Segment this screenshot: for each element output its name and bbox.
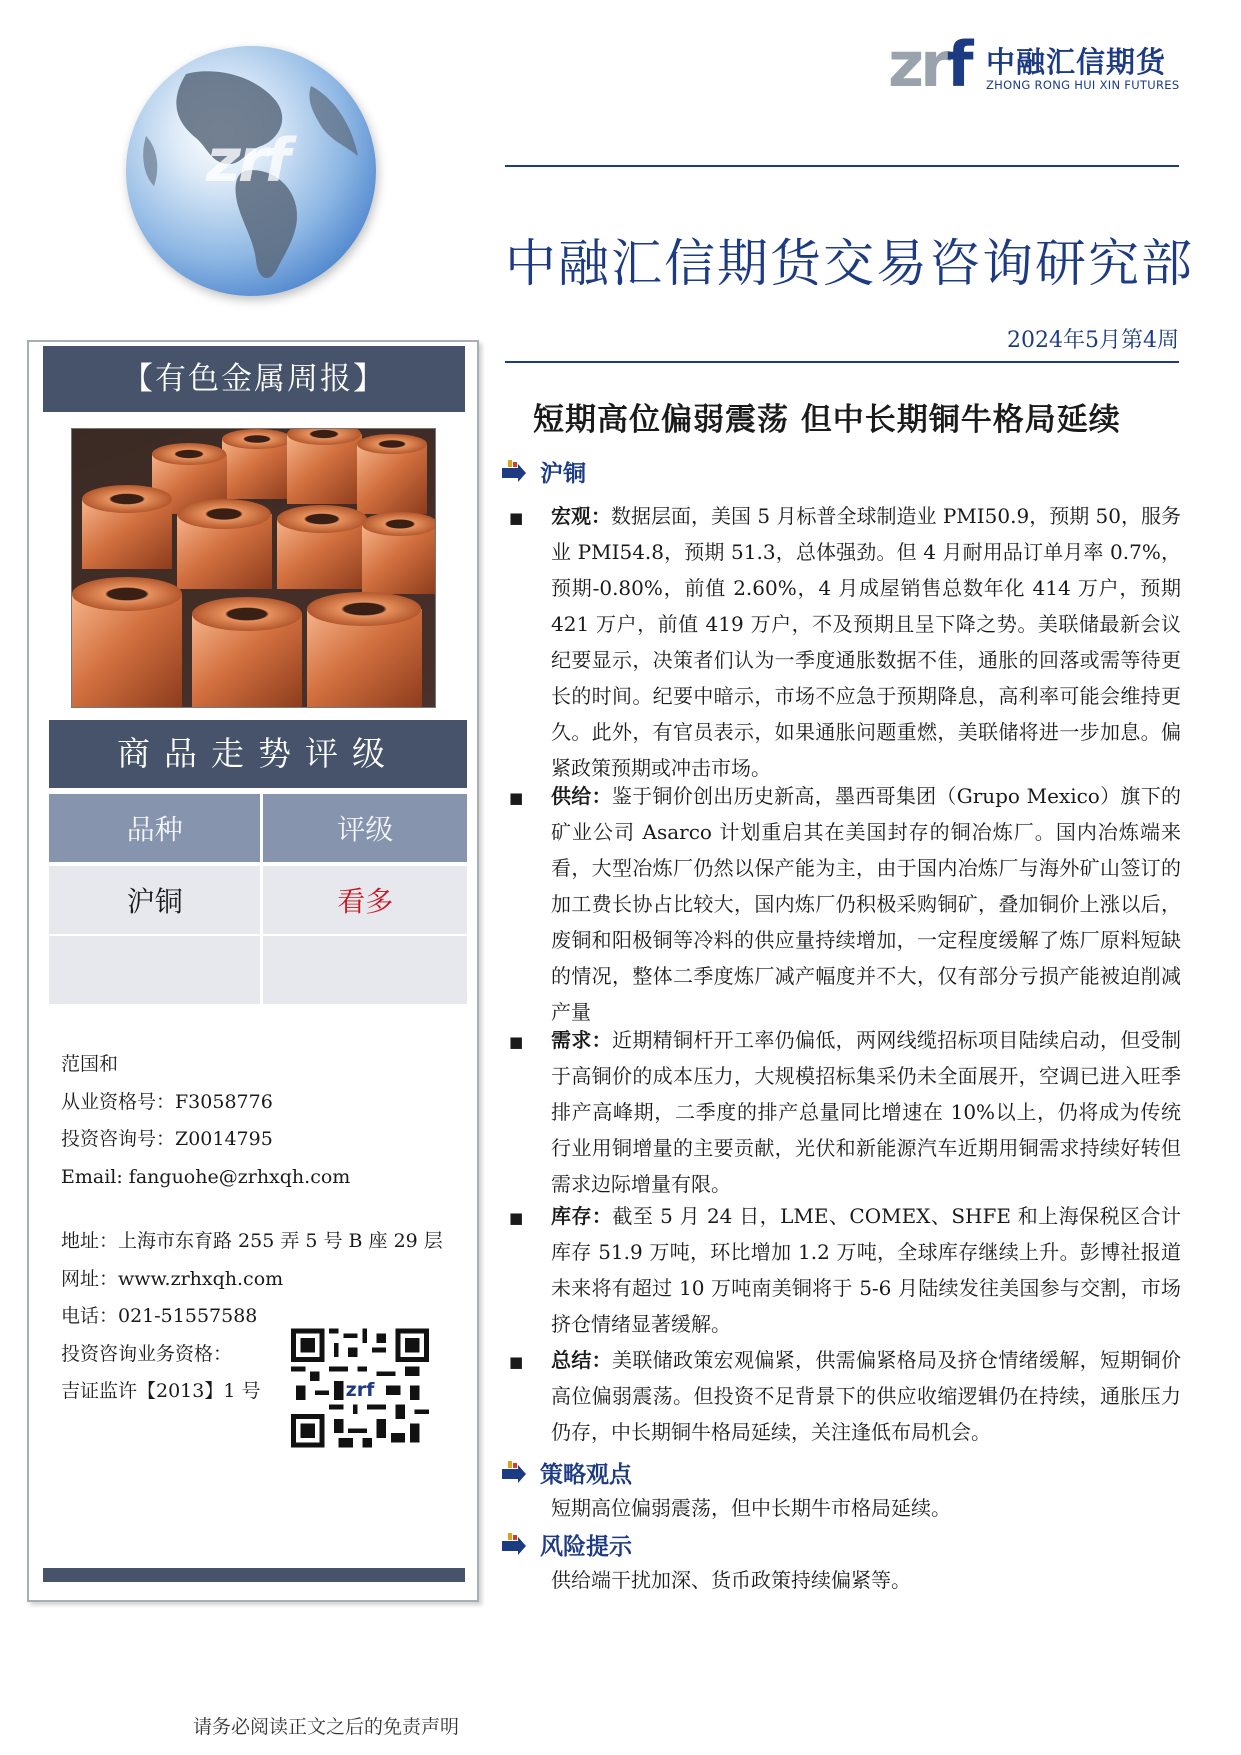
point-inventory [551, 1198, 1181, 1342]
point-inventory-label: 库存： [551, 1204, 613, 1228]
rating-commodity: 沪铜 [49, 864, 263, 934]
rating-header-rating: 评级 [263, 794, 467, 864]
point-demand-text: 近期精铜杆开工率仍偏低，两网线缆招标项目陆续启动，但受制于高铜价的成本压力，大规模招标集采仍未全面展开，空调已进入旺季排产高峰期，二季度的排产总量同比增速在 10%以上，仍将成为传统行业用铜增量的主要贡献，光伏和新能源汽车近期用铜需求持续好转但需求边际增量有限。 [551, 1028, 1181, 1196]
rating-title-banner: 商品走势评级 [49, 720, 467, 788]
globe-image [126, 46, 376, 296]
disclaimer-note: 请务必阅读正文之后的免责声明 [193, 1716, 460, 1738]
square-bullet-icon: ■ [509, 509, 524, 527]
down-right-arrow-icon [500, 460, 526, 486]
advisory-number: 投资咨询号：Z0014795 [61, 1128, 273, 1150]
rating-value: 看多 [263, 864, 467, 934]
sidebar-bottom-bar [43, 1568, 465, 1582]
point-macro [551, 498, 1181, 786]
table-row [49, 864, 467, 934]
point-summary-label: 总结： [551, 1348, 612, 1372]
report-date: 2024年5月第4周 [1007, 328, 1179, 353]
square-bullet-icon: ■ [509, 1209, 524, 1227]
license-number: 吉证监许【2013】1 号 [61, 1380, 261, 1402]
section-heading-strategy [500, 1456, 632, 1489]
logo-name-en: ZHONG RONG HUI XIN FUTURES [986, 78, 1180, 92]
date-divider [505, 361, 1179, 363]
rating-table-header-row [49, 794, 467, 864]
license-label: 投资咨询业务资格： [61, 1342, 233, 1365]
rating-value-empty [263, 934, 467, 1004]
point-macro-text: 数据层面，美国 5 月标普全球制造业 PMI50.9，预期 50，服务业 PMI54.8，预期 51.3，总体强劲。但 4 月耐用品订单月率 0.7%，预期-0.80%，前值 2.60%，4 月成屋销售总数年化 414 万户，预期 421 万户，前值 419 万户，不及预期且呈下降之势。美联储最新会议纪要显示，决策者们认为一季度通胀数据不佳，通胀的回落或需等待更长的时间。纪要中暗示，市场不应急于预期降息，高利率可能会维持更久。此外，有官员表示，如果通胀问题重燃，美联储将进一步加息。偏紧政策预期或冲击市场。 [551, 504, 1182, 780]
company-phone: 电话：021-51557588 [61, 1305, 258, 1327]
section-title-copper: 沪铜 [540, 460, 586, 487]
point-summary [551, 1342, 1181, 1450]
rating-commodity-empty [49, 934, 263, 1004]
analyst-name: 范国和 [61, 1053, 119, 1075]
down-right-arrow-icon [500, 1533, 526, 1559]
square-bullet-icon: ■ [509, 789, 524, 807]
sidebar-panel [27, 340, 479, 1602]
company-address: 地址：上海市东育路 255 弄 5 号 B 座 29 层 [61, 1230, 443, 1252]
square-bullet-icon: ■ [509, 1353, 524, 1371]
square-bullet-icon: ■ [509, 1033, 524, 1051]
section-title-risk: 风险提示 [540, 1533, 632, 1560]
rating-header-commodity: 品种 [49, 794, 263, 864]
strategy-text: 短期高位偏弱震荡，但中长期牛市格局延续。 [551, 1496, 951, 1520]
analyst-email: Email: fanguohe@zrhxqh.com [61, 1165, 351, 1188]
logo-name-cn: 中融汇信期货 [986, 45, 1167, 79]
header-divider [505, 165, 1179, 167]
copper-coils-illustration [72, 429, 436, 708]
table-row [49, 934, 467, 1004]
rating-table [49, 794, 467, 1004]
point-demand-label: 需求： [551, 1028, 612, 1052]
department-title: 中融汇信期货交易咨询研究部 [505, 235, 1195, 294]
company-logo [888, 30, 1188, 100]
logo-mark-left: zr [888, 28, 947, 101]
coil-row-front [72, 577, 422, 708]
logo-mark [888, 30, 970, 100]
section-title-strategy: 策略观点 [540, 1461, 632, 1488]
section-heading-risk [500, 1528, 632, 1561]
point-supply-text: 鉴于铜价创出历史新高，墨西哥集团（Grupo Mexico）旗下的矿业公司 Asarco 计划重启其在美国封存的铜冶炼厂。国内冶炼端来看，大型冶炼厂仍然以保产能为主，由于国内冶炼厂与海外矿山签订的加工费长协占比较大，国内炼厂仍积极采购铜矿，叠加铜价上涨以后，废铜和阳极铜等冷料的供应量持续增加，一定程度缓解了炼厂原料短缺的情况，整体二季度炼厂减产幅度并不大，仅有部分亏损产能被迫削减产量 [551, 784, 1181, 1024]
coil-row-back [152, 429, 427, 514]
point-inventory-text: 截至 5 月 24 日，LME、COMEX、SHFE 和上海保税区合计库存 51.9 万吨，环比增加 1.2 万吨，全球库存继续上升。彭博社报道未来将有超过 10 万吨南美铜将于 5-6 月陆续发往美国参与交割，市场挤仓情绪显著缓解。 [551, 1204, 1181, 1336]
point-supply-label: 供给： [551, 784, 612, 808]
company-website: 网址：www.zrhxqh.com [61, 1267, 284, 1290]
qr-code-icon [291, 1328, 429, 1448]
report-headline: 短期高位偏弱震荡 但中长期铜牛格局延续 [533, 402, 1121, 438]
globe-logo-text: zrf [206, 126, 288, 196]
logo-mark-right: f [946, 28, 970, 101]
point-macro-label: 宏观： [551, 504, 612, 528]
down-right-arrow-icon [500, 1461, 526, 1487]
point-demand [551, 1022, 1181, 1202]
section-heading-copper [500, 455, 586, 488]
risk-text: 供给端干扰加深、货币政策持续偏紧等。 [551, 1568, 911, 1592]
qr-center-logo: zrf [345, 1379, 375, 1402]
point-supply [551, 778, 1181, 1030]
point-summary-text: 美联储政策宏观偏紧，供需偏紧格局及挤仓情绪缓解，短期铜价高位偏弱震荡。但投资不足背景下的供应收缩逻辑仍在持续，通胀压力仍存，中长期铜牛格局延续，关注逢低布局机会。 [551, 1348, 1181, 1444]
qualification-number: 从业资格号：F3058776 [61, 1090, 273, 1113]
copper-coils-photo [71, 428, 436, 708]
report-type-banner: 【有色金属周报】 [43, 346, 465, 412]
